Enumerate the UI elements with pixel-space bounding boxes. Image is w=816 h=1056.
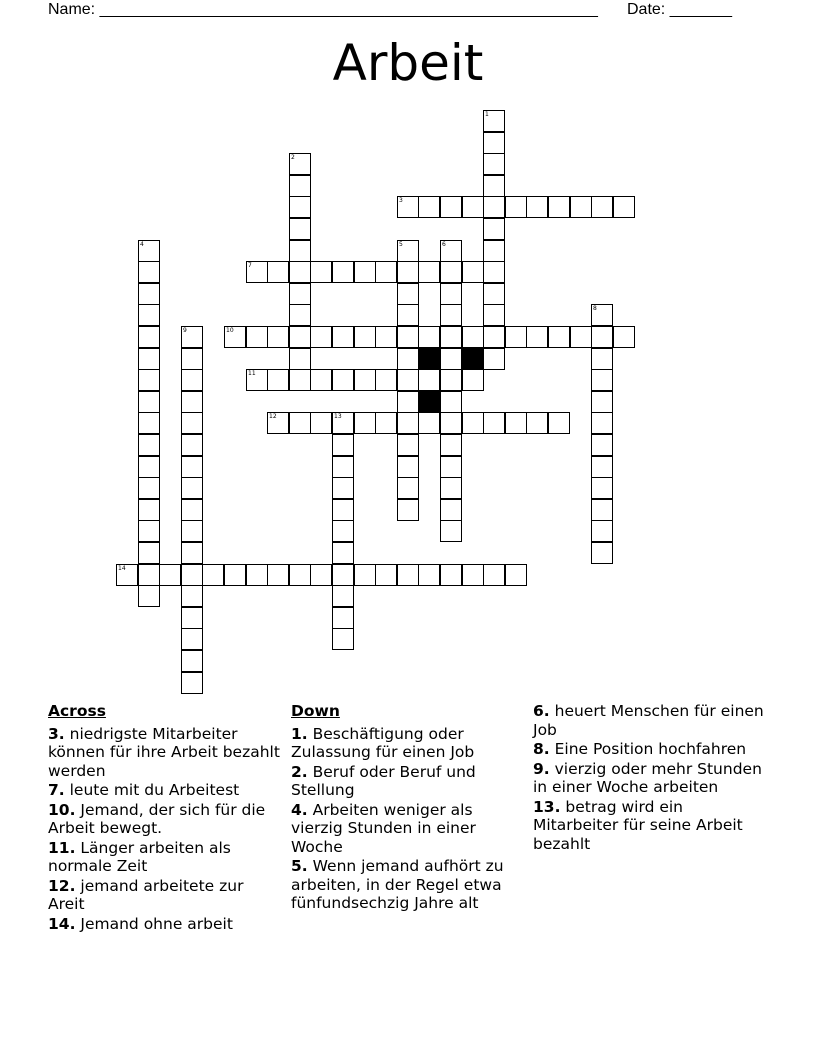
crossword-cell[interactable]	[462, 369, 484, 391]
crossword-cell[interactable]	[332, 412, 354, 434]
crossword-cell[interactable]	[181, 672, 203, 694]
across-clues	[48, 702, 280, 934]
crossword-cell[interactable]	[375, 261, 397, 283]
crossword-cell[interactable]	[138, 240, 160, 262]
crossword-cell[interactable]	[202, 564, 224, 586]
crossword-cell[interactable]	[332, 542, 354, 564]
crossword-cell[interactable]	[483, 175, 505, 197]
crossword-cell[interactable]	[440, 196, 462, 218]
crossword-cell[interactable]	[483, 283, 505, 305]
crossword-cell[interactable]	[224, 326, 246, 348]
clue-number: 7	[248, 262, 252, 269]
crossword-cell[interactable]	[570, 196, 592, 218]
down-clue-list	[291, 725, 523, 913]
clue-item	[48, 915, 280, 934]
black-square	[418, 391, 440, 413]
crossword-cell[interactable]	[181, 650, 203, 672]
crossword-cell[interactable]	[505, 412, 527, 434]
crossword-cell[interactable]	[138, 261, 160, 283]
clue-item-number: 8.	[533, 740, 550, 758]
clue-item-text: Beschäftigung oder Zulassung für einen Job	[291, 724, 475, 761]
crossword-cell[interactable]	[483, 240, 505, 262]
crossword-cell[interactable]	[310, 412, 332, 434]
crossword-cell[interactable]	[138, 326, 160, 348]
crossword-cell[interactable]	[591, 499, 613, 521]
crossword-cell[interactable]	[354, 326, 376, 348]
clue-number: 1	[485, 111, 489, 118]
crossword-cell[interactable]	[462, 326, 484, 348]
crossword-cell[interactable]	[289, 196, 311, 218]
crossword-cell[interactable]	[483, 132, 505, 154]
clue-item-number: 1.	[291, 724, 308, 743]
clue-item-text: niedrigste Mitarbeiter können für ihre Arbeit bezahlt werden	[48, 724, 280, 780]
crossword-cell[interactable]	[332, 261, 354, 283]
clue-item-number: 7.	[48, 781, 65, 799]
crossword-cell[interactable]	[138, 348, 160, 370]
crossword-cell[interactable]	[181, 326, 203, 348]
crossword-cell[interactable]	[440, 326, 462, 348]
crossword-cell[interactable]	[332, 369, 354, 391]
crossword-cell[interactable]	[138, 412, 160, 434]
crossword-cell[interactable]	[505, 326, 527, 348]
crossword-cell[interactable]	[397, 564, 419, 586]
crossword-cell[interactable]	[246, 261, 268, 283]
crossword-cell[interactable]	[483, 326, 505, 348]
date-field-label: Date: _______	[627, 1, 732, 18]
crossword-cell[interactable]	[332, 326, 354, 348]
crossword-cell[interactable]	[138, 477, 160, 499]
crossword-cell[interactable]	[526, 326, 548, 348]
crossword-cell[interactable]	[246, 564, 268, 586]
crossword-cell[interactable]	[181, 585, 203, 607]
crossword-cell[interactable]	[548, 196, 570, 218]
crossword-cell[interactable]	[591, 369, 613, 391]
crossword-cell[interactable]	[181, 456, 203, 478]
crossword-cell[interactable]	[138, 499, 160, 521]
crossword-cell[interactable]	[181, 434, 203, 456]
crossword-cell[interactable]	[116, 564, 138, 586]
crossword-cell[interactable]	[289, 304, 311, 326]
clue-item-text: Jemand ohne arbeit	[75, 914, 233, 933]
black-square	[462, 348, 484, 370]
crossword-cell[interactable]	[397, 434, 419, 456]
clue-item-text: Arbeiten weniger als vierzig Stunden in einer Woche	[291, 800, 476, 856]
crossword-cell[interactable]	[332, 564, 354, 586]
crossword-cell[interactable]	[613, 326, 635, 348]
crossword-cell[interactable]	[159, 564, 181, 586]
name-field-label: Name: ________________________________________________________	[48, 1, 598, 18]
crossword-cell[interactable]	[138, 434, 160, 456]
crossword-cell[interactable]	[310, 261, 332, 283]
crossword-cell[interactable]	[267, 564, 289, 586]
clue-item-text: Länger arbeiten als normale Zeit	[48, 838, 231, 875]
down-clues-continued	[533, 702, 765, 854]
clue-item-number: 5.	[291, 857, 308, 875]
crossword-cell[interactable]	[483, 110, 505, 132]
crossword-cell[interactable]	[138, 391, 160, 413]
crossword-cell[interactable]	[289, 326, 311, 348]
crossword-cell[interactable]	[289, 564, 311, 586]
crossword-cell[interactable]	[397, 326, 419, 348]
crossword-cell[interactable]	[591, 456, 613, 478]
clue-item-text: jemand arbeitete zur Areit	[48, 876, 244, 913]
crossword-cell[interactable]	[310, 369, 332, 391]
crossword-cell[interactable]	[181, 412, 203, 434]
crossword-cell[interactable]	[397, 304, 419, 326]
crossword-cell[interactable]	[332, 520, 354, 542]
crossword-cell[interactable]	[483, 564, 505, 586]
crossword-cell[interactable]	[440, 434, 462, 456]
crossword-cell[interactable]	[246, 369, 268, 391]
crossword-cell[interactable]	[505, 196, 527, 218]
clue-item-number: 13.	[533, 797, 561, 816]
crossword-cell[interactable]	[440, 261, 462, 283]
clue-item-number: 4.	[291, 800, 308, 819]
crossword-cell[interactable]	[332, 499, 354, 521]
crossword-cell[interactable]	[397, 283, 419, 305]
clue-item	[533, 702, 765, 739]
crossword-cell[interactable]	[483, 412, 505, 434]
clue-item	[48, 839, 280, 876]
crossword-cell[interactable]	[397, 412, 419, 434]
crossword-cell[interactable]	[289, 283, 311, 305]
crossword-cell[interactable]	[289, 218, 311, 240]
crossword-cell[interactable]	[570, 326, 592, 348]
crossword-cell[interactable]	[181, 520, 203, 542]
clue-item-number: 14.	[48, 914, 76, 933]
crossword-cell[interactable]	[181, 564, 203, 586]
crossword-cell[interactable]	[138, 585, 160, 607]
crossword-cell[interactable]	[483, 196, 505, 218]
clue-item	[291, 763, 523, 800]
across-clue-list	[48, 725, 280, 934]
crossword-cell[interactable]	[332, 434, 354, 456]
crossword-cell[interactable]	[440, 520, 462, 542]
crossword-cell[interactable]	[591, 348, 613, 370]
crossword-cell[interactable]	[440, 477, 462, 499]
crossword-cell[interactable]	[397, 499, 419, 521]
crossword-cell[interactable]	[181, 607, 203, 629]
crossword-cell[interactable]	[138, 304, 160, 326]
crossword-cell[interactable]	[181, 499, 203, 521]
crossword-cell[interactable]	[138, 283, 160, 305]
clue-item-text: Jemand, der sich für die Arbeit bewegt.	[48, 800, 266, 837]
clue-item-number: 3.	[48, 724, 65, 743]
crossword-cell[interactable]	[224, 564, 246, 586]
crossword-cell[interactable]	[138, 520, 160, 542]
crossword-cell[interactable]	[440, 499, 462, 521]
clue-item-text: Beruf oder Beruf und Stellung	[291, 762, 476, 799]
clue-item	[48, 801, 280, 838]
crossword-cell[interactable]	[354, 412, 376, 434]
crossword-cell[interactable]	[397, 391, 419, 413]
crossword-cell[interactable]	[526, 412, 548, 434]
clue-number: 2	[291, 154, 295, 161]
clue-number: 6	[442, 241, 446, 248]
clue-item-number: 12.	[48, 876, 76, 895]
crossword-cell[interactable]	[138, 564, 160, 586]
crossword-cell[interactable]	[462, 261, 484, 283]
crossword-cell[interactable]	[397, 477, 419, 499]
crossword-cell[interactable]	[440, 456, 462, 478]
crossword-cell[interactable]	[354, 369, 376, 391]
crossword-cell[interactable]	[181, 348, 203, 370]
crossword-cell[interactable]	[418, 369, 440, 391]
crossword-cell[interactable]	[332, 477, 354, 499]
crossword-cell[interactable]	[440, 348, 462, 370]
crossword-cell[interactable]	[267, 261, 289, 283]
clue-number: 3	[399, 197, 403, 204]
crossword-cell[interactable]	[505, 564, 527, 586]
crossword-cell[interactable]	[354, 261, 376, 283]
crossword-cell[interactable]	[591, 391, 613, 413]
crossword-cell[interactable]	[267, 369, 289, 391]
crossword-cell[interactable]	[332, 607, 354, 629]
crossword-cell[interactable]	[310, 326, 332, 348]
crossword-cell[interactable]	[440, 240, 462, 262]
clue-item-number: 6.	[533, 702, 550, 720]
crossword-cell[interactable]	[591, 326, 613, 348]
crossword-cell[interactable]	[591, 196, 613, 218]
clue-number: 5	[399, 241, 403, 248]
crossword-cell[interactable]	[526, 196, 548, 218]
crossword-cell[interactable]	[483, 304, 505, 326]
clue-item-text: leute mit du Arbeitest	[64, 781, 240, 799]
down-heading: Down	[291, 702, 340, 720]
clue-number: 10	[226, 327, 234, 334]
crossword-cell[interactable]	[548, 326, 570, 348]
clue-number: 8	[593, 305, 597, 312]
clue-item	[533, 798, 765, 854]
crossword-cell[interactable]	[591, 542, 613, 564]
clue-number: 11	[248, 370, 256, 377]
clue-item-text: heuert Menschen für einen Job	[533, 702, 764, 739]
crossword-cell[interactable]	[440, 412, 462, 434]
crossword-cell[interactable]	[397, 240, 419, 262]
crossword-cell[interactable]	[267, 412, 289, 434]
clue-number: 9	[183, 327, 187, 334]
clue-number: 14	[118, 565, 126, 572]
crossword-cell[interactable]	[483, 348, 505, 370]
crossword-cell[interactable]	[354, 564, 376, 586]
crossword-cell[interactable]	[483, 218, 505, 240]
crossword-cell[interactable]	[310, 564, 332, 586]
crossword-cell[interactable]	[591, 477, 613, 499]
crossword-cell[interactable]	[462, 196, 484, 218]
clue-item-number: 10.	[48, 800, 76, 819]
crossword-cell[interactable]	[397, 196, 419, 218]
crossword-cell[interactable]	[289, 348, 311, 370]
crossword-cell[interactable]	[548, 412, 570, 434]
crossword-cell[interactable]	[418, 564, 440, 586]
clue-item	[291, 725, 523, 762]
crossword-cell[interactable]	[289, 261, 311, 283]
clue-number: 13	[334, 413, 342, 420]
crossword-cell[interactable]	[591, 520, 613, 542]
crossword-cell[interactable]	[418, 326, 440, 348]
crossword-cell[interactable]	[181, 542, 203, 564]
crossword-cell[interactable]	[440, 304, 462, 326]
crossword-cell[interactable]	[289, 369, 311, 391]
clue-item	[48, 725, 280, 781]
crossword-cell[interactable]	[332, 456, 354, 478]
down-clue-list-continued	[533, 702, 765, 853]
crossword-cell[interactable]	[440, 369, 462, 391]
clue-number: 4	[140, 241, 144, 248]
crossword-cell[interactable]	[375, 326, 397, 348]
crossword-cell[interactable]	[375, 412, 397, 434]
crossword-cell[interactable]	[591, 434, 613, 456]
crossword-cell[interactable]	[418, 412, 440, 434]
page-title: Arbeit	[332, 34, 484, 92]
crossword-cell[interactable]	[591, 412, 613, 434]
clue-item	[48, 877, 280, 914]
clue-item-text: Eine Position hochfahren	[549, 740, 747, 758]
crossword-cell[interactable]	[181, 477, 203, 499]
crossword-cell[interactable]	[483, 153, 505, 175]
clue-item-text: Wenn jemand aufhört zu arbeiten, in der Regel etwa fünfundsechzig Jahre alt	[291, 857, 504, 912]
clue-number: 12	[269, 413, 277, 420]
crossword-cell[interactable]	[483, 261, 505, 283]
clue-item-number: 9.	[533, 759, 550, 778]
crossword-cell[interactable]	[418, 196, 440, 218]
crossword-cell[interactable]	[289, 175, 311, 197]
crossword-cell[interactable]	[440, 391, 462, 413]
crossword-cell[interactable]	[267, 326, 289, 348]
crossword-cell[interactable]	[181, 391, 203, 413]
crossword-cell[interactable]	[181, 369, 203, 391]
crossword-cell[interactable]	[440, 283, 462, 305]
crossword-cell[interactable]	[397, 348, 419, 370]
clue-item-text: vierzig oder mehr Stunden in einer Woche arbeiten	[533, 759, 762, 796]
clue-item	[291, 801, 523, 857]
clue-item-number: 2.	[291, 762, 308, 781]
crossword-cell[interactable]	[397, 261, 419, 283]
across-heading: Across	[48, 702, 106, 720]
crossword-cell[interactable]	[591, 304, 613, 326]
crossword-cell[interactable]	[138, 369, 160, 391]
crossword-cell[interactable]	[138, 542, 160, 564]
crossword-cell[interactable]	[375, 564, 397, 586]
crossword-cell[interactable]	[289, 412, 311, 434]
down-clues	[291, 702, 523, 914]
crossword-cell[interactable]	[462, 412, 484, 434]
clue-item	[533, 740, 765, 759]
crossword-cell[interactable]	[289, 153, 311, 175]
crossword-cell[interactable]	[181, 628, 203, 650]
crossword-cell[interactable]	[138, 456, 160, 478]
crossword-cell[interactable]	[332, 628, 354, 650]
black-square	[418, 348, 440, 370]
crossword-cell[interactable]	[440, 564, 462, 586]
crossword-cell[interactable]	[397, 456, 419, 478]
crossword-cell[interactable]	[397, 369, 419, 391]
crossword-cell[interactable]	[418, 261, 440, 283]
crossword-cell[interactable]	[613, 196, 635, 218]
clue-item	[48, 781, 280, 800]
crossword-cell[interactable]	[462, 564, 484, 586]
crossword-cell[interactable]	[375, 369, 397, 391]
clue-item-number: 11.	[48, 838, 76, 857]
crossword-cell[interactable]	[246, 326, 268, 348]
clue-item	[291, 857, 523, 913]
crossword-cell[interactable]	[332, 585, 354, 607]
clue-item-text: betrag wird ein Mitarbeiter für seine Arbeit bezahlt	[533, 797, 743, 853]
crossword-cell[interactable]	[289, 240, 311, 262]
clue-item	[533, 760, 765, 797]
